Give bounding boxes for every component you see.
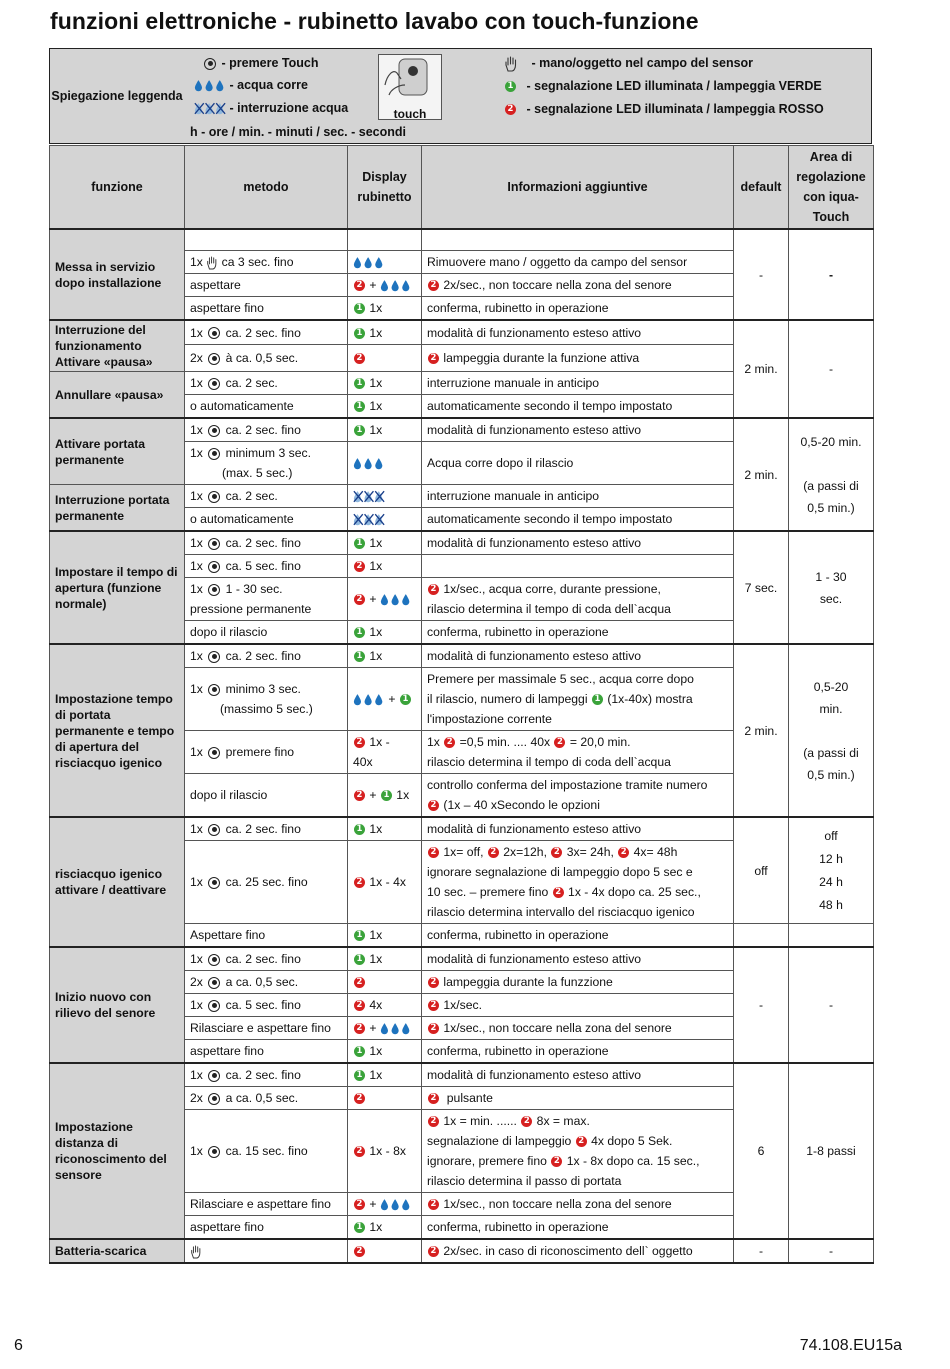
touch-button-icon bbox=[208, 538, 220, 550]
method-cell: 1x ca. 2 sec. fino bbox=[185, 418, 348, 442]
method-cell: 1x ca. 2 sec. bbox=[185, 485, 348, 508]
default-value: - bbox=[734, 947, 789, 1063]
hand-icon bbox=[206, 256, 218, 270]
touch-button-icon bbox=[208, 353, 220, 365]
led-green-icon: 1 bbox=[354, 303, 365, 314]
info-cell: 2 pulsante bbox=[422, 1087, 734, 1110]
display-cell bbox=[348, 345, 422, 372]
led-red-icon: 2 bbox=[551, 1156, 562, 1167]
group-portata-risciacquo bbox=[50, 644, 874, 817]
info-cell: conferma, rubinetto in operazione bbox=[422, 621, 734, 645]
display-cell: + 1 bbox=[348, 668, 422, 731]
display-cell bbox=[348, 1239, 422, 1263]
led-red-icon: 2 bbox=[354, 1093, 365, 1104]
table-row bbox=[50, 817, 874, 841]
led-red-icon: 2 bbox=[554, 737, 565, 748]
method-cell: aspettare fino bbox=[185, 1216, 348, 1240]
touch-button-icon bbox=[208, 327, 220, 339]
display-cell: 2 + bbox=[348, 274, 422, 297]
led-green-icon: 1 bbox=[354, 1046, 365, 1057]
table-row bbox=[50, 320, 874, 345]
group-tempo-apertura bbox=[50, 531, 874, 644]
water-crossed-icon bbox=[353, 490, 385, 503]
info-cell: modalità di funzionamento esteso attivo bbox=[422, 418, 734, 442]
led-red-icon: 2 bbox=[553, 887, 564, 898]
led-green-icon: 1 bbox=[354, 425, 365, 436]
default-value: 6 bbox=[734, 1063, 789, 1239]
led-red-icon: 2 bbox=[428, 1116, 439, 1127]
range-value: - bbox=[789, 229, 874, 320]
touch-button-icon bbox=[208, 1146, 220, 1158]
info-cell: 1x 2 =0,5 min. .... 40x 2 = 20,0 min. rilascio determina il tempo di coda dell`acqua bbox=[422, 731, 734, 774]
method-cell: 1x minimum 3 sec. (max. 5 sec.) bbox=[185, 442, 348, 485]
info-cell: 2 1x/sec., acqua corre, durante pressione, rilascio determina il tempo di coda dell`acqua bbox=[422, 578, 734, 621]
function-table bbox=[49, 145, 874, 1264]
led-green-icon: 1 bbox=[354, 651, 365, 662]
info-cell: 2 lampeggia durante la funzione attiva bbox=[422, 345, 734, 372]
range-value: - bbox=[789, 1239, 874, 1263]
touch-sensor-icon bbox=[379, 55, 439, 101]
info-cell: 2 lampeggia durante la funzzione bbox=[422, 971, 734, 994]
led-red-icon: 2 bbox=[618, 847, 629, 858]
led-red-icon: 2 bbox=[354, 737, 365, 748]
method-cell: 1x ca 3 sec. fino bbox=[185, 251, 348, 274]
range-value: 0,5-20 min. (a passi di 0,5 min.) bbox=[789, 418, 874, 531]
function-name: Impostazione tempo di portata permanente e tempo di apertura del risciacquo igenico bbox=[50, 644, 185, 817]
function-name: Attivare portata permanente bbox=[50, 418, 185, 485]
legend-item-water: - acqua corre bbox=[194, 78, 308, 92]
touch-button-icon bbox=[208, 584, 220, 596]
document-code: 74.108.EU15a bbox=[799, 1337, 902, 1354]
header-default: default bbox=[734, 146, 789, 230]
info-cell: modalità di funzionamento esteso attivo bbox=[422, 320, 734, 345]
info-cell: 2 2x/sec. in caso di riconoscimento dell` oggetto bbox=[422, 1239, 734, 1263]
touch-button-icon bbox=[208, 954, 220, 966]
legend-item-hand: - mano/oggetto nel campo del sensor bbox=[504, 56, 753, 72]
page-title: funzioni elettroniche - rubinetto lavabo con touch-funzione bbox=[50, 8, 699, 34]
touch-illustration bbox=[378, 54, 442, 120]
led-red-icon: 2 bbox=[428, 584, 439, 595]
info-cell: conferma, rubinetto in operazione bbox=[422, 1216, 734, 1240]
default-value: 2 min. bbox=[734, 644, 789, 817]
led-green-icon: 1 bbox=[400, 694, 411, 705]
touch-button-icon bbox=[208, 747, 220, 759]
range-value: - bbox=[789, 947, 874, 1063]
info-cell: conferma, rubinetto in operazione bbox=[422, 924, 734, 948]
display-cell: 2 + bbox=[348, 1017, 422, 1040]
function-name: Messa in servizio dopo installazione bbox=[50, 229, 185, 320]
led-red-icon: 2 bbox=[354, 977, 365, 988]
touch-button-icon bbox=[208, 448, 220, 460]
touch-button-icon bbox=[208, 1070, 220, 1082]
method-cell: 1x minimo 3 sec. (massimo 5 sec.) bbox=[185, 668, 348, 731]
info-cell: 2 1x/sec., non toccare nella zona del senore bbox=[422, 1193, 734, 1216]
info-cell: modalità di funzionamento esteso attivo bbox=[422, 531, 734, 555]
function-name: Interruzione del funzionamento Attivare «pausa» bbox=[50, 320, 185, 372]
led-green-icon: 1 bbox=[354, 378, 365, 389]
touch-button-icon bbox=[208, 378, 220, 390]
method-cell: aspettare fino bbox=[185, 297, 348, 321]
touch-button-icon bbox=[208, 561, 220, 573]
legend-time-units: h - ore / min. - minuti / sec. - secondi bbox=[190, 125, 407, 139]
display-cell: 2 + bbox=[348, 578, 422, 621]
led-red-icon: 2 bbox=[354, 280, 365, 291]
led-green-icon: 1 bbox=[354, 824, 365, 835]
led-red-icon: 2 bbox=[428, 353, 439, 364]
led-green-icon: 1 bbox=[354, 401, 365, 412]
touch-button-icon bbox=[204, 58, 216, 70]
display-cell: 2 + bbox=[348, 1193, 422, 1216]
method-cell: 1x ca. 15 sec. fino bbox=[185, 1110, 348, 1193]
function-name: risciacquo igenico attivare / deattivare bbox=[50, 817, 185, 947]
info-cell: modalità di funzionamento esteso attivo bbox=[422, 644, 734, 668]
method-cell: o automaticamente bbox=[185, 508, 348, 532]
water-drops-icon bbox=[380, 279, 412, 292]
info-cell: 2 2x/sec., non toccare nella zona del senore bbox=[422, 274, 734, 297]
led-red-icon: 2 bbox=[428, 280, 439, 291]
method-cell: 1x ca. 2 sec. fino bbox=[185, 817, 348, 841]
group-distanza-sensore bbox=[50, 1063, 874, 1239]
default-value: - bbox=[734, 1239, 789, 1263]
led-red-icon: 2 bbox=[354, 594, 365, 605]
page-number: 6 bbox=[14, 1337, 23, 1354]
touch-button-icon bbox=[208, 491, 220, 503]
display-cell bbox=[348, 971, 422, 994]
method-cell: 1x ca. 2 sec. fino bbox=[185, 644, 348, 668]
touch-button-icon bbox=[208, 1093, 220, 1105]
header-funzione: funzione bbox=[50, 146, 185, 230]
method-cell: 2x à ca. 0,5 sec. bbox=[185, 345, 348, 372]
legend-item-led-red: 2 - segnalazione LED illuminata / lampeggia ROSSO bbox=[504, 102, 824, 116]
led-green-icon: 1 bbox=[354, 538, 365, 549]
method-cell: aspettare bbox=[185, 274, 348, 297]
info-cell: 2 1x= off, 2 2x=12h, 2 3x= 24h, 2 4x= 48h ignorare segnalazione di lampeggio dopo 5 sec e 10 sec. – premere fino 2 1x - 4x dopo ca. 25 sec., rilascio determina intervallo del risciacquo igenico bbox=[422, 841, 734, 924]
group-inizio-nuovo bbox=[50, 947, 874, 1063]
display-cell: 2 1x - 40x bbox=[348, 731, 422, 774]
led-green-icon: 1 bbox=[381, 790, 392, 801]
method-cell bbox=[185, 1239, 348, 1263]
hand-icon bbox=[504, 56, 518, 72]
method-cell: 2x a ca. 0,5 sec. bbox=[185, 1087, 348, 1110]
header-metodo: metodo bbox=[185, 146, 348, 230]
info-cell: modalità di funzionamento esteso attivo bbox=[422, 817, 734, 841]
led-red-icon: 2 bbox=[354, 1000, 365, 1011]
led-red-icon: 2 bbox=[428, 1246, 439, 1257]
display-cell bbox=[348, 508, 422, 532]
display-cell: 1 1x bbox=[348, 418, 422, 442]
touch-button-icon bbox=[208, 824, 220, 836]
table-row bbox=[50, 229, 874, 251]
legend-item-led-green: 1 - segnalazione LED illuminata / lampeggia VERDE bbox=[504, 79, 822, 93]
led-red-icon: 2 bbox=[428, 1093, 439, 1104]
display-cell: 1 1x bbox=[348, 372, 422, 395]
function-name: Interruzione portata permanente bbox=[50, 485, 185, 532]
water-drops-icon bbox=[353, 457, 385, 470]
touch-label: touch bbox=[393, 107, 427, 121]
water-drops-icon bbox=[353, 256, 385, 269]
info-cell: modalità di funzionamento esteso attivo bbox=[422, 947, 734, 971]
hand-icon bbox=[190, 1245, 202, 1259]
method-cell: 1x ca. 2 sec. fino bbox=[185, 1063, 348, 1087]
default-value: 2 min. bbox=[734, 320, 789, 418]
method-cell: Rilasciare e aspettare fino bbox=[185, 1193, 348, 1216]
water-drops-icon bbox=[353, 693, 385, 706]
info-cell: conferma, rubinetto in operazione bbox=[422, 297, 734, 321]
led-red-icon: 2 bbox=[354, 1246, 365, 1257]
group-risciacquo-igenico bbox=[50, 817, 874, 947]
method-cell: 1x ca. 5 sec. fino bbox=[185, 555, 348, 578]
touch-button-icon bbox=[208, 1000, 220, 1012]
led-green-icon: 1 bbox=[354, 930, 365, 941]
led-green-icon: 1 bbox=[354, 954, 365, 965]
info-cell: automaticamente secondo il tempo impostato bbox=[422, 395, 734, 419]
table-row bbox=[50, 947, 874, 971]
info-cell: interruzione manuale in anticipo bbox=[422, 372, 734, 395]
water-drops-icon bbox=[380, 1198, 412, 1211]
led-red-icon: 2 bbox=[354, 561, 365, 572]
display-cell bbox=[348, 442, 422, 485]
led-red-icon: 2 bbox=[354, 790, 365, 801]
method-cell: o automaticamente bbox=[185, 395, 348, 419]
led-red-icon: 2 bbox=[354, 353, 365, 364]
function-name: Batteria-scarica bbox=[50, 1239, 185, 1263]
display-cell: 2 1x - 4x bbox=[348, 841, 422, 924]
legend-box bbox=[49, 48, 872, 144]
display-cell: 1 1x bbox=[348, 924, 422, 948]
range-value: - bbox=[789, 320, 874, 418]
info-cell: modalità di funzionamento esteso attivo bbox=[422, 1063, 734, 1087]
touch-button-icon bbox=[208, 977, 220, 989]
info-cell: automaticamente secondo il tempo impostato bbox=[422, 508, 734, 532]
water-crossed-icon bbox=[194, 102, 226, 115]
touch-button-icon bbox=[208, 684, 220, 696]
display-cell: 2 + 1 1x bbox=[348, 774, 422, 818]
method-cell: 1x ca. 2 sec. bbox=[185, 372, 348, 395]
led-green-icon: 1 bbox=[354, 1070, 365, 1081]
display-cell: 1 1x bbox=[348, 395, 422, 419]
group-portata-permanente bbox=[50, 418, 874, 531]
info-cell: 2 1x/sec. bbox=[422, 994, 734, 1017]
display-cell: 1 1x bbox=[348, 1063, 422, 1087]
water-drops-icon bbox=[194, 79, 226, 92]
default-value: - bbox=[734, 229, 789, 320]
header-info: Informazioni aggiuntive bbox=[422, 146, 734, 230]
table-row bbox=[50, 1239, 874, 1263]
method-cell: Rilasciare e aspettare fino bbox=[185, 1017, 348, 1040]
display-cell bbox=[348, 485, 422, 508]
led-red-icon: 2 bbox=[428, 1023, 439, 1034]
function-name: Impostare il tempo di apertura (funzione normale) bbox=[50, 531, 185, 644]
water-drops-icon bbox=[380, 1022, 412, 1035]
display-cell bbox=[348, 251, 422, 274]
display-cell: 1 1x bbox=[348, 621, 422, 645]
group-batteria bbox=[50, 1239, 874, 1263]
water-drops-icon bbox=[380, 593, 412, 606]
group-messa-in-servizio bbox=[50, 229, 874, 320]
touch-button-icon bbox=[208, 877, 220, 889]
led-red-icon: 2 bbox=[505, 104, 516, 115]
led-green-icon: 1 bbox=[505, 81, 516, 92]
display-cell: 1 1x bbox=[348, 1216, 422, 1240]
led-green-icon: 1 bbox=[354, 1222, 365, 1233]
default-value: 7 sec. bbox=[734, 531, 789, 644]
display-cell: 1 1x bbox=[348, 297, 422, 321]
legend-label: Spiegazione leggenda bbox=[50, 49, 185, 143]
display-cell: 1 1x bbox=[348, 1040, 422, 1064]
method-cell: 1x ca. 2 sec. fino bbox=[185, 320, 348, 345]
display-cell: 2 1x - 8x bbox=[348, 1110, 422, 1193]
header-area: Area di regolazione con iqua-Touch bbox=[789, 146, 874, 230]
table-row bbox=[50, 644, 874, 668]
info-cell: interruzione manuale in anticipo bbox=[422, 485, 734, 508]
led-green-icon: 1 bbox=[354, 328, 365, 339]
legend-item-water-off: - interruzione acqua bbox=[194, 101, 348, 115]
method-cell: dopo il rilascio bbox=[185, 621, 348, 645]
led-red-icon: 2 bbox=[354, 1023, 365, 1034]
function-name: Inizio nuovo con rilievo del senore bbox=[50, 947, 185, 1063]
default-value: off bbox=[734, 817, 789, 924]
info-cell: 2 1x = min. ...... 2 8x = max. segnalazione di lampeggio 2 4x dopo 5 Sek. ignorare, premere fino 2 1x - 8x dopo ca. 15 sec., rilascio determina il passo di portata bbox=[422, 1110, 734, 1193]
led-red-icon: 2 bbox=[488, 847, 499, 858]
display-cell: 1 1x bbox=[348, 947, 422, 971]
table-row bbox=[50, 531, 874, 555]
method-cell: 1x ca. 25 sec. fino bbox=[185, 841, 348, 924]
method-cell: dopo il rilascio bbox=[185, 774, 348, 818]
info-cell: Premere per massimale 5 sec., acqua corre dopo il rilascio, numero di lampeggi 1 (1x-40x) mostra l'impostazione corrente bbox=[422, 668, 734, 731]
default-value: 2 min. bbox=[734, 418, 789, 531]
led-red-icon: 2 bbox=[428, 1000, 439, 1011]
range-value: 1 - 30 sec. bbox=[789, 531, 874, 644]
led-red-icon: 2 bbox=[428, 977, 439, 988]
legend-content bbox=[184, 49, 871, 143]
display-cell: 2 1x bbox=[348, 555, 422, 578]
group-pausa bbox=[50, 320, 874, 418]
info-cell: conferma, rubinetto in operazione bbox=[422, 1040, 734, 1064]
led-red-icon: 2 bbox=[428, 847, 439, 858]
led-red-icon: 2 bbox=[428, 1199, 439, 1210]
led-red-icon: 2 bbox=[354, 1146, 365, 1157]
display-cell: 1 1x bbox=[348, 644, 422, 668]
led-red-icon: 2 bbox=[354, 1199, 365, 1210]
table-header-row bbox=[50, 146, 874, 230]
method-cell: Aspettare fino bbox=[185, 924, 348, 948]
header-display: Display rubinetto bbox=[348, 146, 422, 230]
led-green-icon: 1 bbox=[592, 694, 603, 705]
table-row bbox=[50, 418, 874, 442]
info-cell: Acqua corre dopo il rilascio bbox=[422, 442, 734, 485]
water-crossed-icon bbox=[353, 513, 385, 526]
function-name: Impostazione distanza di riconoscimento del sensore bbox=[50, 1063, 185, 1239]
led-red-icon: 2 bbox=[428, 800, 439, 811]
table-row bbox=[50, 1063, 874, 1087]
method-cell: 1x ca. 5 sec. fino bbox=[185, 994, 348, 1017]
method-cell: 1x 1 - 30 sec. pressione permanente bbox=[185, 578, 348, 621]
range-value: off 12 h 24 h 48 h bbox=[789, 817, 874, 924]
touch-button-icon bbox=[208, 425, 220, 437]
info-cell: controllo conferma del impostazione tramite numero 2 (1x – 40 xSecondo le opzioni bbox=[422, 774, 734, 818]
display-cell: 2 4x bbox=[348, 994, 422, 1017]
legend-item-touch: - premere Touch bbox=[202, 56, 319, 70]
led-red-icon: 2 bbox=[521, 1116, 532, 1127]
display-cell: 1 1x bbox=[348, 817, 422, 841]
touch-button-icon bbox=[208, 651, 220, 663]
method-cell: 2x a ca. 0,5 sec. bbox=[185, 971, 348, 994]
led-red-icon: 2 bbox=[551, 847, 562, 858]
display-cell bbox=[348, 1087, 422, 1110]
display-cell: 1 1x bbox=[348, 320, 422, 345]
range-value: 0,5-20 min. (a passi di 0,5 min.) bbox=[789, 644, 874, 817]
led-green-icon: 1 bbox=[354, 627, 365, 638]
method-cell: 1x ca. 2 sec. fino bbox=[185, 531, 348, 555]
display-cell: 1 1x bbox=[348, 531, 422, 555]
function-name: Annullare «pausa» bbox=[50, 372, 185, 419]
led-red-icon: 2 bbox=[444, 737, 455, 748]
method-cell: 1x premere fino bbox=[185, 731, 348, 774]
range-value: 1-8 passi bbox=[789, 1063, 874, 1239]
method-cell: aspettare fino bbox=[185, 1040, 348, 1064]
info-cell: 2 1x/sec., non toccare nella zona del senore bbox=[422, 1017, 734, 1040]
method-cell: 1x ca. 2 sec. fino bbox=[185, 947, 348, 971]
info-cell: Rimuovere mano / oggetto da campo del sensor bbox=[422, 251, 734, 274]
led-red-icon: 2 bbox=[354, 877, 365, 888]
led-red-icon: 2 bbox=[576, 1136, 587, 1147]
